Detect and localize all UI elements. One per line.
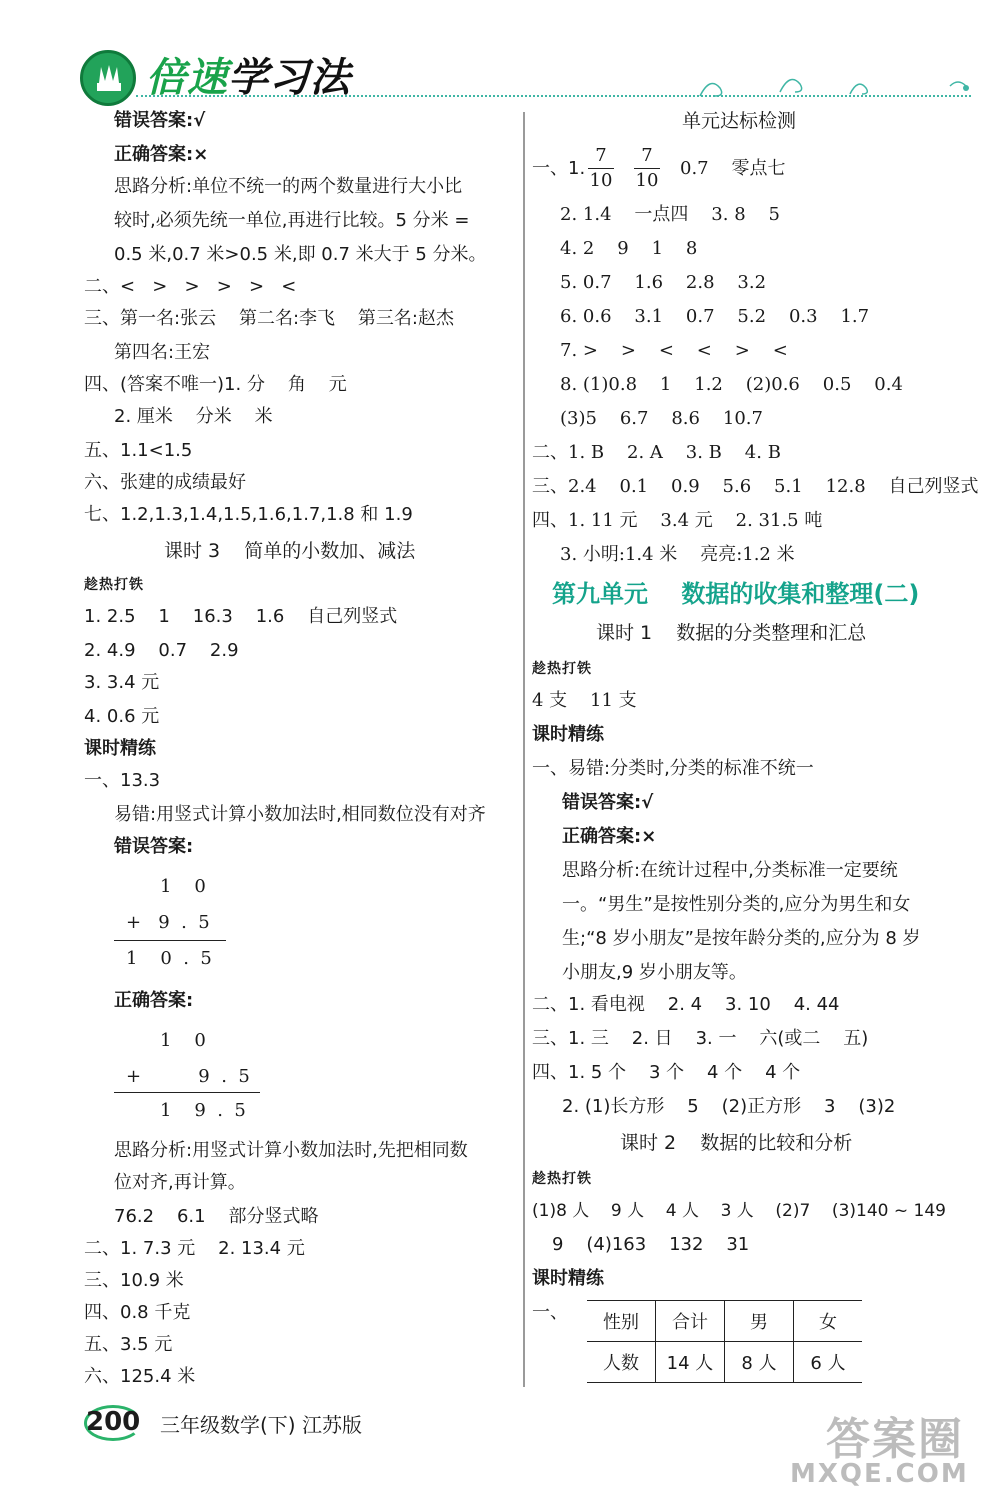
unit-9-wrong-answer: 错误答案:√ — [562, 792, 654, 813]
table-cell-total: 14 人 — [656, 1342, 725, 1383]
unit-9-analysis-line-4: 小朋友,9 岁小朋友等。 — [562, 962, 747, 983]
answer-section-3: 三、第一名:张云 第二名:李飞 第三名:赵杰 — [84, 308, 454, 329]
book-logo-icon — [80, 50, 136, 106]
answer-section-7: 七、1.2,1.3,1.4,1.5,1.6,1.7,1.8 和 1.9 — [84, 504, 413, 525]
practice-item-1: 一、13.3 — [84, 770, 161, 791]
lesson-3-title: 课时 3 简单的小数加、减法 — [164, 540, 416, 562]
practice-heading: 课时精练 — [84, 738, 156, 759]
fraction-1-numerator: 7 — [595, 145, 607, 166]
unit-9-warmup-heading: 趁热打铁 — [532, 661, 592, 677]
table-header-male: 男 — [725, 1301, 794, 1342]
wrong-answer-label: 错误答案: — [114, 836, 194, 857]
table-cell-female: 6 人 — [794, 1342, 863, 1383]
unit-check-title: 单元达标检测 — [682, 110, 797, 132]
analysis-line-2: 较时,必须先统一单位,再进行比较。5 分米 = — [114, 210, 470, 231]
answer-section-6: 六、张建的成绩最好 — [84, 472, 246, 493]
analysis-line-1: 思路分析:单位不统一的两个数量进行大小比 — [114, 176, 463, 197]
unit-check-item-1-prefix: 一、1. — [532, 158, 586, 179]
unit-9-warmup-answer: 4 支 11 支 — [532, 690, 637, 711]
table-cell-male: 8 人 — [725, 1342, 794, 1383]
answer-section-4: 四、(答案不唯一)1. 分 角 元 — [84, 374, 347, 395]
right-calc-rule — [114, 1092, 260, 1093]
unit-9-lesson-2-warmup: 趁热打铁 — [532, 1171, 592, 1187]
unit-9-lesson-1-title: 课时 1 数据的分类整理和汇总 — [596, 622, 867, 644]
brand-part2: 学习法 — [228, 55, 351, 101]
table-row — [587, 1301, 862, 1342]
book-info: 三年级数学(下) 江苏版 — [160, 1413, 362, 1437]
wrong-calc-row-1: 1 0 — [160, 876, 206, 897]
unit-check-section-4-item3: 3. 小明:1.4 米 亮亮:1.2 米 — [560, 544, 795, 565]
warmup-item-2: 2. 4.9 0.7 2.9 — [84, 640, 239, 661]
table-header-total: 合计 — [656, 1301, 725, 1342]
unit-check-section-4: 四、1. 11 元 3.4 元 2. 31.5 吨 — [532, 510, 823, 531]
wrong-answer-line: 错误答案:√ — [114, 110, 206, 131]
warmup-heading: 趁热打铁 — [84, 577, 144, 593]
table-row — [587, 1342, 862, 1383]
table-header-female: 女 — [794, 1301, 863, 1342]
unit-9-section-4-item2: 2. (1)长方形 5 (2)正方形 3 (3)2 — [562, 1096, 896, 1117]
analysis-line-3: 0.5 米,0.7 米>0.5 米,即 0.7 米大于 5 分米。 — [114, 244, 487, 265]
unit-check-section-3: 三、2.4 0.1 0.9 5.6 5.1 12.8 自己列竖式 — [532, 476, 979, 497]
fraction-2-denominator: 10 — [635, 170, 659, 191]
unit-9-section-2: 二、1. 看电视 2. 4 3. 10 4. 44 — [532, 994, 840, 1015]
watermark-bottom-text: MXQE.COM — [790, 1459, 969, 1489]
unit-9-section-3: 三、1. 三 2. 日 3. 一 六(或二 五) — [532, 1028, 869, 1049]
unit-9-lesson-2-practice: 课时精练 — [532, 1268, 604, 1289]
error-prone-note: 易错:用竖式计算小数加法时,相同数位没有对齐 — [114, 804, 486, 825]
practice-section-5: 五、3.5 元 — [84, 1334, 173, 1355]
site-watermark — [780, 1403, 990, 1493]
practice-section-2: 二、1. 7.3 元 2. 13.4 元 — [84, 1238, 305, 1259]
gender-count-table — [587, 1300, 862, 1383]
page-header — [0, 0, 1000, 110]
answer-section-4-item2: 2. 厘米 分米 米 — [114, 406, 273, 427]
fraction-2-numerator: 7 — [641, 145, 653, 166]
unit-9-section-4: 四、1. 5 个 3 个 4 个 4 个 — [532, 1062, 801, 1083]
practice-section-6: 六、125.4 米 — [84, 1366, 196, 1387]
calc-extra-answers: 76.2 6.1 部分竖式略 — [114, 1206, 319, 1227]
unit-9-analysis-line-2: 一。“男生”是按性别分类的,应分为男生和女 — [562, 894, 911, 915]
warmup-item-3: 3. 3.4 元 — [84, 672, 160, 693]
answer-section-5: 五、1.1<1.5 — [84, 440, 193, 461]
table-header-gender: 性别 — [587, 1301, 656, 1342]
unit-check-item-4: 4. 2 9 1 8 — [560, 238, 698, 259]
header-swirl-decoration — [690, 66, 980, 106]
unit-check-section-2: 二、1. B 2. A 3. B 4. B — [532, 442, 781, 463]
practice-section-4: 四、0.8 千克 — [84, 1302, 191, 1323]
right-answer-label: 正确答案: — [114, 990, 194, 1011]
unit-check-item-7: 7. > > < < > < — [560, 340, 788, 361]
unit-9-title: 第九单元 数据的收集和整理(二) — [552, 580, 920, 608]
warmup-item-1: 1. 2.5 1 16.3 1.6 自己列竖式 — [84, 606, 398, 627]
right-calc-row-2: + 9 . 5 — [126, 1066, 250, 1087]
unit-9-right-answer: 正确答案:× — [562, 826, 657, 847]
unit-check-item-5: 5. 0.7 1.6 2.8 3.2 — [560, 272, 767, 293]
unit-check-item-1-rest: 0.7 零点七 — [680, 158, 786, 179]
unit-check-item-6: 6. 0.6 3.1 0.7 5.2 0.3 1.7 — [560, 306, 870, 327]
right-calc-row-3: 1 9 . 5 — [160, 1100, 246, 1121]
watermark-top-text: 答案圈 — [826, 1414, 964, 1465]
calc-analysis-line-2: 位对齐,再计算。 — [114, 1172, 246, 1193]
page-footer — [0, 1395, 1000, 1495]
practice-section-3: 三、10.9 米 — [84, 1270, 184, 1291]
unit-check-item-2: 2. 1.4 一点四 3. 8 5 — [560, 204, 780, 225]
unit-check-item-8: 8. (1)0.8 1 1.2 (2)0.6 0.5 0.4 — [560, 374, 903, 395]
fraction-2 — [634, 146, 660, 191]
unit-9-analysis-line-3: 生;“8 岁小朋友”是按年龄分类的,应分为 8 岁 — [562, 928, 921, 949]
unit-check-item-8-cont: (3)5 6.7 8.6 10.7 — [560, 408, 763, 429]
brand-part1: 倍速 — [146, 55, 228, 101]
unit-9-lesson-2-answer-1: (1)8 人 9 人 4 人 3 人 (2)7 (3)140 ~ 149 — [532, 1201, 946, 1221]
unit-9-analysis-line-1: 思路分析:在统计过程中,分类标准一定要统 — [562, 860, 898, 881]
unit-9-practice-heading: 课时精练 — [532, 724, 604, 745]
column-divider — [523, 112, 525, 1387]
unit-9-lesson-2-answer-2: 9 (4)163 132 31 — [552, 1234, 750, 1255]
answer-section-2: 二、< > > > > < — [84, 276, 297, 297]
table-cell-count-label: 人数 — [587, 1342, 656, 1383]
fraction-1 — [588, 146, 614, 191]
warmup-item-4: 4. 0.6 元 — [84, 706, 160, 727]
unit-9-error-note: 一、易错:分类时,分类的标准不统一 — [532, 758, 814, 779]
wrong-calc-row-2: + 9 . 5 — [126, 912, 210, 933]
unit-9-lesson-2-title: 课时 2 数据的比较和分析 — [620, 1132, 853, 1154]
fraction-1-denominator: 10 — [589, 170, 613, 191]
calc-analysis-line-1: 思路分析:用竖式计算小数加法时,先把相同数 — [114, 1140, 468, 1161]
wrong-calc-row-3: 1 0 . 5 — [126, 948, 212, 969]
wrong-calc-rule — [114, 940, 226, 941]
right-answer-line: 正确答案:× — [114, 144, 209, 165]
right-calc-row-1: 1 0 — [160, 1030, 206, 1051]
answer-section-3-cont: 第四名:王宏 — [114, 342, 211, 363]
page-number: 200 — [86, 1407, 141, 1437]
unit-9-lesson-2-item-1: 一、 — [532, 1302, 568, 1323]
